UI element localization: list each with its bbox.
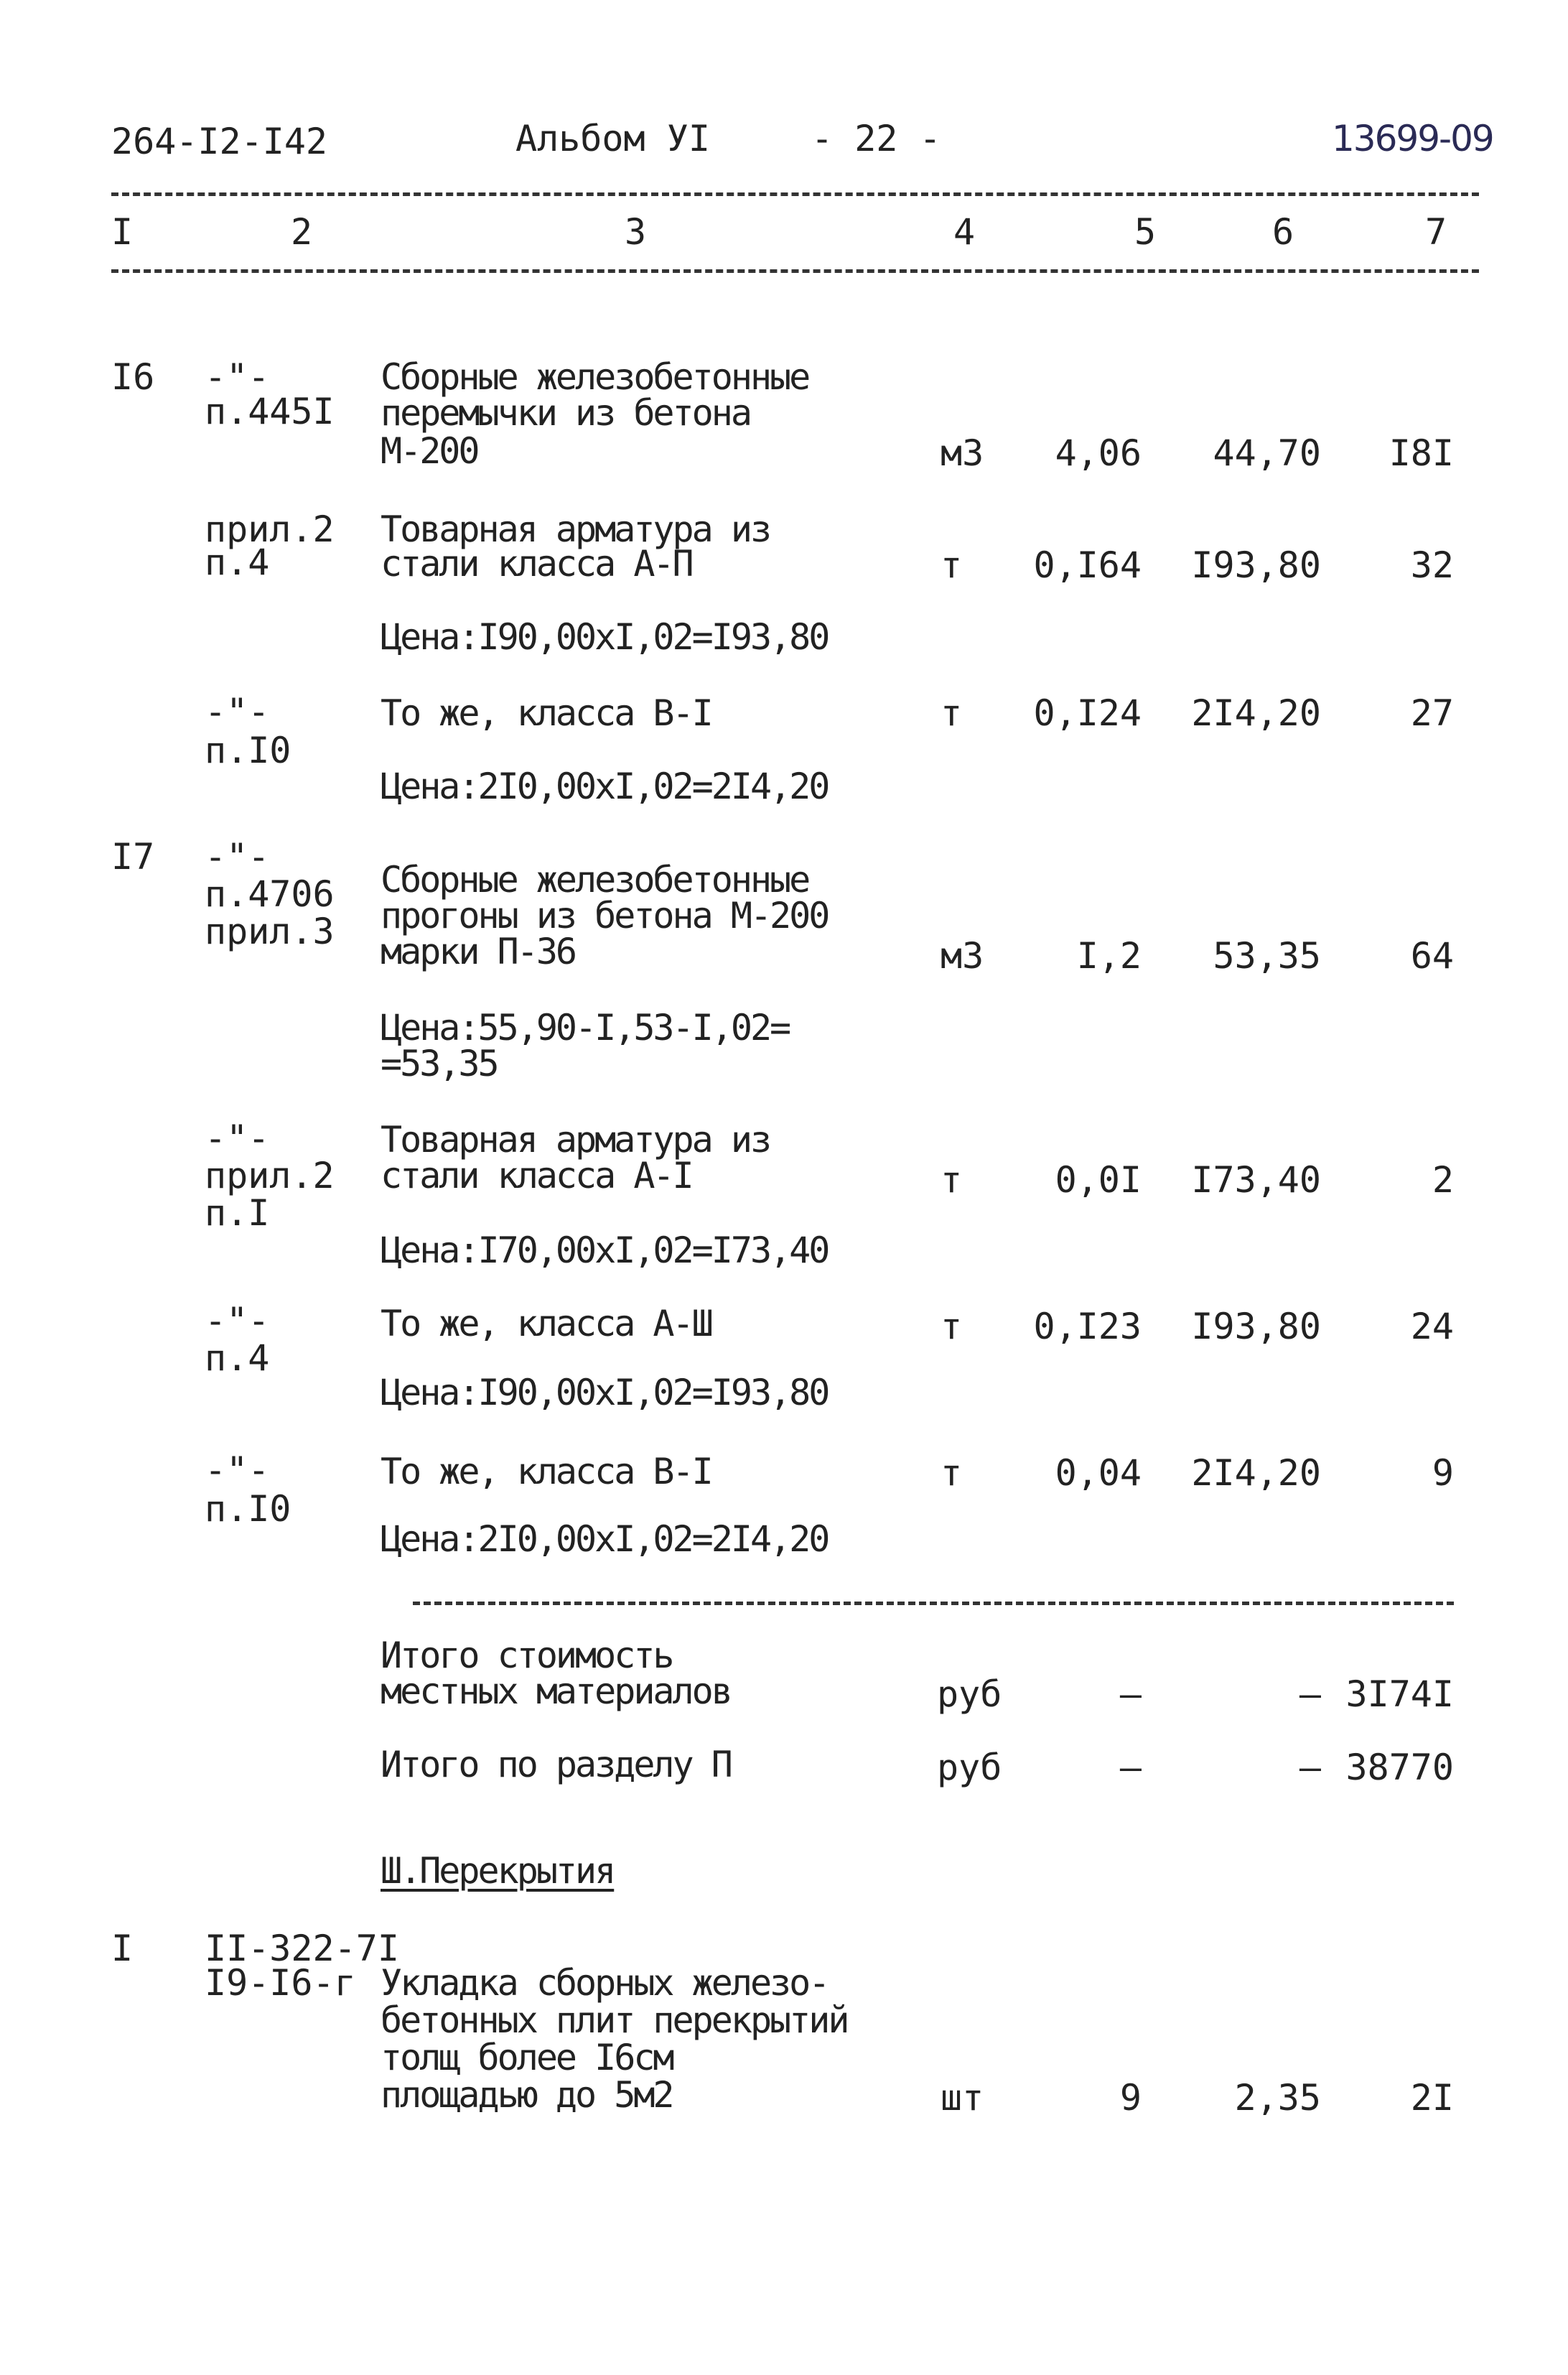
- album-label: Альбом УI: [515, 118, 710, 159]
- row-total: 24: [1410, 1306, 1454, 1347]
- row-number: I6: [111, 356, 155, 398]
- row-price: 2,35: [1234, 2077, 1321, 2119]
- totals-quantity: –: [1119, 1747, 1142, 1788]
- col-header-6: 6: [1272, 211, 1294, 253]
- row-description: То же, класса В-I: [381, 692, 711, 734]
- row-ref: прил.2: [205, 508, 335, 550]
- row-description: Укладка сборных железо-: [381, 1962, 829, 2004]
- col-header-3: 3: [625, 211, 647, 253]
- col-header-7: 7: [1425, 211, 1447, 253]
- row-description: прогоны из бетона М-200: [381, 895, 829, 936]
- row-unit: т: [941, 1159, 963, 1201]
- row-number: I: [111, 1928, 134, 1969]
- totals-separator: [413, 1602, 1454, 1605]
- row-price: I93,80: [1191, 544, 1321, 586]
- row-description: То же, класса А-Ш: [381, 1303, 711, 1344]
- row-description: М-200: [381, 430, 478, 472]
- row-ref: п.I0: [205, 730, 291, 771]
- row-price-note: Цена:I90,00хI,02=I93,80: [381, 616, 829, 658]
- section-title: Ш.Перекрытия: [381, 1850, 615, 1892]
- row-quantity: 0,04: [1055, 1452, 1142, 1494]
- row-quantity: 0,I24: [1033, 692, 1142, 734]
- row-ref: прил.3: [205, 911, 335, 952]
- row-ref: -"-: [205, 1117, 270, 1159]
- row-total: 2I: [1410, 2077, 1454, 2119]
- totals-sum: 38770: [1345, 1747, 1454, 1788]
- totals-sum: 3I74I: [1345, 1673, 1454, 1715]
- row-ref: п.4706: [205, 873, 335, 915]
- row-unit: м3: [941, 432, 984, 474]
- handwritten-number: 13699-09: [1332, 118, 1493, 159]
- row-ref: п.I0: [205, 1488, 291, 1530]
- doc-code: 264-I2-I42: [111, 121, 328, 162]
- row-ref: II-322-7I: [205, 1928, 399, 1969]
- row-ref: прил.2: [205, 1155, 335, 1196]
- row-number: I7: [111, 836, 155, 878]
- row-quantity: I,2: [1076, 935, 1142, 977]
- row-unit: шт: [941, 2077, 984, 2119]
- row-ref: -"-: [205, 1300, 270, 1342]
- row-price-note: Цена:I90,00хI,02=I93,80: [381, 1372, 829, 1413]
- row-quantity: 0,I64: [1033, 544, 1142, 586]
- row-ref: п.4: [205, 542, 270, 583]
- col-header-4: 4: [953, 211, 976, 253]
- row-ref: -"-: [205, 356, 270, 398]
- row-ref: п.4: [205, 1337, 270, 1379]
- totals-description: Итого по разделу П: [381, 1744, 731, 1785]
- row-price-note: Цена:I70,00хI,02=I73,40: [381, 1230, 829, 1271]
- page-number: - 22 -: [811, 118, 941, 159]
- row-description: Сборные железобетонные: [381, 356, 809, 398]
- col-header-5: 5: [1134, 211, 1157, 253]
- row-price-note: Цена:55,90-I,53-I,02=: [381, 1007, 790, 1049]
- totals-quantity: –: [1119, 1673, 1142, 1715]
- row-price-note: =53,35: [381, 1043, 498, 1084]
- row-description: То же, класса В-I: [381, 1451, 711, 1492]
- row-price-note: Цена:2I0,00хI,02=2I4,20: [381, 766, 829, 807]
- row-description: стали класса А-I: [381, 1155, 692, 1196]
- col-header-2: 2: [291, 211, 313, 253]
- row-description: стали класса А-П: [381, 543, 692, 585]
- row-description: площадью до 5м2: [381, 2074, 673, 2116]
- row-price-note: Цена:2I0,00хI,02=2I4,20: [381, 1518, 829, 1560]
- row-total: 27: [1410, 692, 1454, 734]
- row-unit: т: [941, 692, 963, 734]
- row-price: 2I4,20: [1191, 692, 1321, 734]
- row-unit: м3: [941, 935, 984, 977]
- row-ref: -"-: [205, 1449, 270, 1491]
- row-price: 44,70: [1213, 432, 1321, 474]
- row-ref: I9-I6-г: [205, 1962, 356, 2004]
- totals-price: –: [1299, 1673, 1321, 1715]
- row-price: 53,35: [1213, 935, 1321, 977]
- row-description: марки П-36: [381, 931, 576, 972]
- row-description: Товарная арматура из: [381, 508, 770, 550]
- row-quantity: 0,I23: [1033, 1306, 1142, 1347]
- row-unit: т: [941, 1452, 963, 1494]
- row-total: 64: [1410, 935, 1454, 977]
- totals-price: –: [1299, 1747, 1321, 1788]
- row-unit: т: [941, 1306, 963, 1347]
- row-total: 2: [1432, 1159, 1454, 1201]
- totals-unit: руб: [937, 1747, 1002, 1788]
- header-rule-bottom: [111, 269, 1479, 273]
- row-quantity: 9: [1119, 2077, 1142, 2119]
- row-price: I73,40: [1191, 1159, 1321, 1201]
- totals-description: Итого стоимость: [381, 1635, 673, 1676]
- row-unit: т: [941, 544, 963, 586]
- row-quantity: 4,06: [1055, 432, 1142, 474]
- row-total: I8I: [1389, 432, 1454, 474]
- row-description: Сборные железобетонные: [381, 859, 809, 901]
- row-price: I93,80: [1191, 1306, 1321, 1347]
- row-ref: -"-: [205, 691, 270, 733]
- row-ref: п.445I: [205, 391, 335, 432]
- row-description: бетонных плит перекрытий: [381, 1999, 848, 2041]
- row-total: 9: [1432, 1452, 1454, 1494]
- row-description: толщ более I6см: [381, 2037, 673, 2078]
- col-header-1: I: [111, 211, 134, 253]
- row-quantity: 0,0I: [1055, 1159, 1142, 1201]
- row-description: Товарная арматура из: [381, 1119, 770, 1161]
- row-description: перемычки из бетона: [381, 392, 750, 434]
- row-price: 2I4,20: [1191, 1452, 1321, 1494]
- totals-description: местных материалов: [381, 1670, 731, 1712]
- totals-unit: руб: [937, 1673, 1002, 1715]
- row-total: 32: [1410, 544, 1454, 586]
- row-ref: -"-: [205, 836, 270, 878]
- row-ref: п.I: [205, 1192, 270, 1234]
- header-rule-top: [111, 192, 1479, 196]
